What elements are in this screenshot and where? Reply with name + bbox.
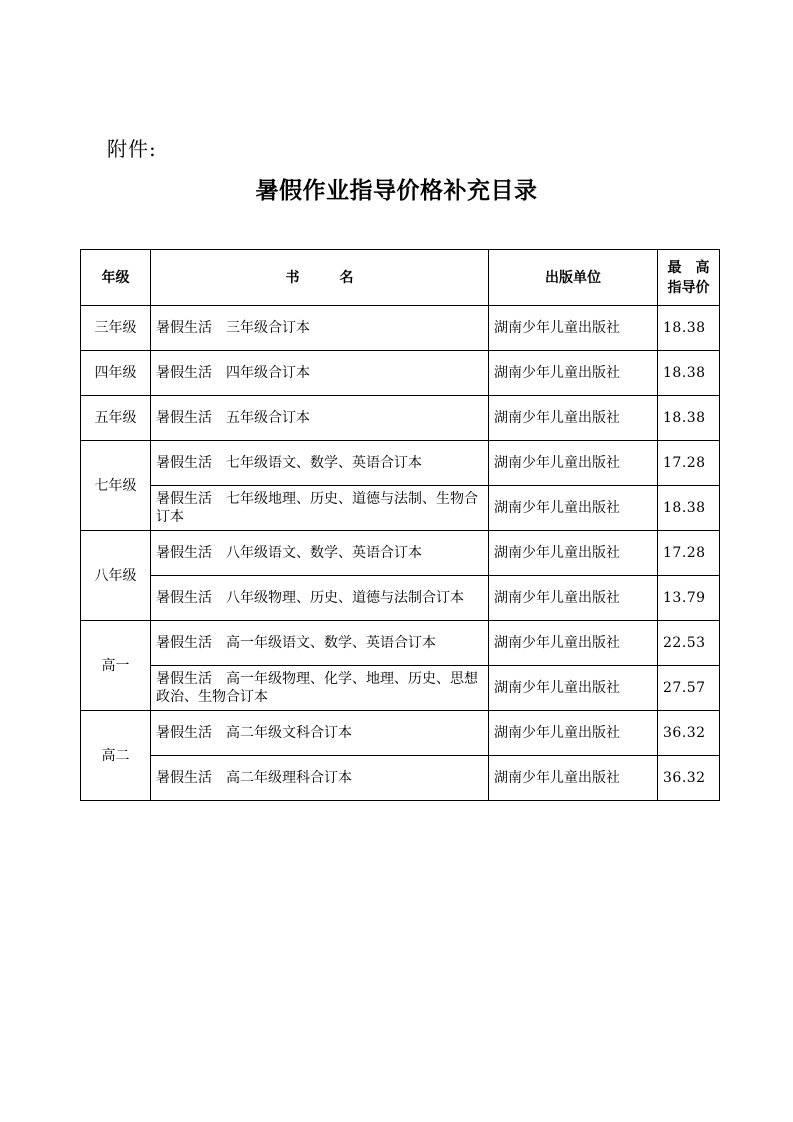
book-name-cell: 暑假生活 高二年级文科合订本	[151, 711, 489, 756]
grade-cell: 五年级	[81, 396, 151, 441]
header-max-price-line1: 最 高	[667, 259, 710, 276]
price-cell: 17.28	[658, 531, 720, 576]
table-row	[81, 711, 720, 756]
publisher-cell: 湖南少年儿童出版社	[489, 711, 658, 756]
table-row	[81, 486, 720, 531]
publisher-cell: 湖南少年儿童出版社	[489, 441, 658, 486]
book-name-cell: 暑假生活 八年级物理、历史、道德与法制合订本	[151, 576, 489, 621]
table-row	[81, 621, 720, 666]
price-catalog-table	[80, 249, 720, 801]
table-row	[81, 306, 720, 351]
grade-cell: 七年级	[81, 441, 151, 531]
book-name-cell: 暑假生活 三年级合订本	[151, 306, 489, 351]
price-cell: 18.38	[658, 486, 720, 531]
table-header-row	[81, 250, 720, 306]
grade-cell: 八年级	[81, 531, 151, 621]
table-row	[81, 756, 720, 801]
table-row	[81, 396, 720, 441]
publisher-cell: 湖南少年儿童出版社	[489, 531, 658, 576]
publisher-cell: 湖南少年儿童出版社	[489, 306, 658, 351]
grade-cell: 四年级	[81, 351, 151, 396]
book-name-cell: 暑假生活 高一年级物理、化学、地理、历史、思想政治、生物合订本	[151, 666, 489, 711]
publisher-cell: 湖南少年儿童出版社	[489, 396, 658, 441]
header-book-name-part1: 书	[285, 269, 300, 286]
price-cell: 18.38	[658, 351, 720, 396]
book-name-cell: 暑假生活 高一年级语文、数学、英语合订本	[151, 621, 489, 666]
price-cell: 17.28	[658, 441, 720, 486]
table-body	[81, 306, 720, 801]
grade-cell: 高二	[81, 711, 151, 801]
book-name-cell: 暑假生活 高二年级理科合订本	[151, 756, 489, 801]
table-row	[81, 576, 720, 621]
price-cell: 36.32	[658, 756, 720, 801]
annex-label: 附件:	[107, 137, 157, 161]
table-row	[81, 666, 720, 711]
header-grade: 年级	[81, 250, 151, 306]
document-title: 暑假作业指导价格补充目录	[255, 178, 538, 204]
header-publisher: 出版单位	[489, 250, 658, 306]
publisher-cell: 湖南少年儿童出版社	[489, 351, 658, 396]
table-row	[81, 441, 720, 486]
price-cell: 22.53	[658, 621, 720, 666]
price-cell: 18.38	[658, 306, 720, 351]
table-row	[81, 351, 720, 396]
header-max-price-line2: 指导价	[667, 279, 710, 296]
publisher-cell: 湖南少年儿童出版社	[489, 486, 658, 531]
publisher-cell: 湖南少年儿童出版社	[489, 756, 658, 801]
header-max-price	[658, 250, 720, 306]
price-cell: 18.38	[658, 396, 720, 441]
header-book-name	[151, 250, 489, 306]
publisher-cell: 湖南少年儿童出版社	[489, 666, 658, 711]
grade-cell: 三年级	[81, 306, 151, 351]
book-name-cell: 暑假生活 五年级合订本	[151, 396, 489, 441]
header-book-name-part2: 名	[339, 269, 354, 286]
publisher-cell: 湖南少年儿童出版社	[489, 621, 658, 666]
grade-cell: 高一	[81, 621, 151, 711]
publisher-cell: 湖南少年儿童出版社	[489, 576, 658, 621]
book-name-cell: 暑假生活 四年级合订本	[151, 351, 489, 396]
price-cell: 36.32	[658, 711, 720, 756]
price-cell: 13.79	[658, 576, 720, 621]
book-name-cell: 暑假生活 七年级语文、数学、英语合订本	[151, 441, 489, 486]
book-name-cell: 暑假生活 七年级地理、历史、道德与法制、生物合订本	[151, 486, 489, 531]
book-name-cell: 暑假生活 八年级语文、数学、英语合订本	[151, 531, 489, 576]
price-cell: 27.57	[658, 666, 720, 711]
table-row	[81, 531, 720, 576]
